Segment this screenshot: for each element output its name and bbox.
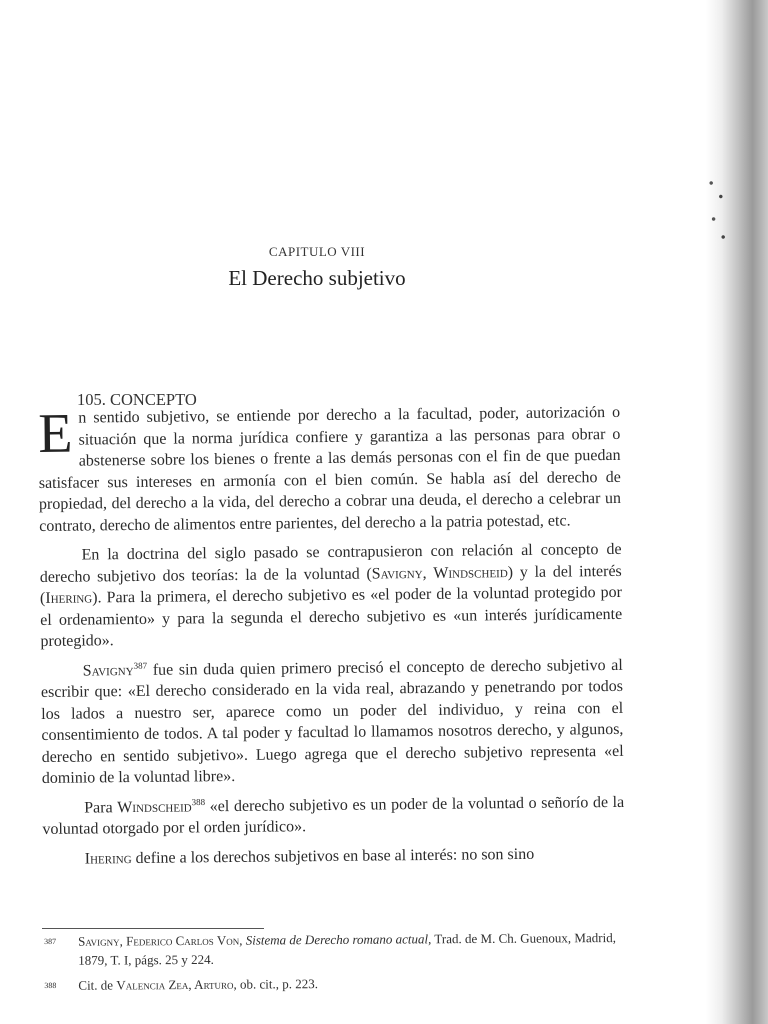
section-heading: 105. CONCEPTO xyxy=(77,390,197,409)
footnote-author: Savigny, Federico Carlos Von xyxy=(78,932,240,949)
spine-specks xyxy=(704,165,728,255)
footnote-author: Valencia Zea, Arturo xyxy=(116,976,234,993)
drop-cap: E xyxy=(37,402,73,465)
paragraph-2 xyxy=(39,539,622,653)
author-savigny: Savigny xyxy=(371,564,423,583)
chapter-label: CAPITULO VIII xyxy=(268,244,366,259)
paragraph-1 xyxy=(38,402,621,537)
footnote-387 xyxy=(44,928,622,970)
paragraph-1-text: n sentido subjetivo, se entiende por derecho a la facultad, poder, autorización o situación que la norma jurídica confiere y garantiza a las personas para obrar o abstenerse sobre los bienes o frente a las demás personas con el fin de que puedan satisfacer sus intereses en armonía con el bien común. Se habla así del derecho de propiedad, del derecho a la vida, del derecho a cobrar una deuda, el derecho a celebrar un contrato, derecho de alimentos entre parientes, del derecho a la patria potestad, etc. xyxy=(38,403,622,535)
footnote-number: 388 xyxy=(44,980,57,990)
paragraph-5-text: define a los derechos subjetivos en base al interés: no son sino xyxy=(131,845,535,867)
body-text xyxy=(38,402,625,878)
footnote-work-title: Sistema de Derecho romano actual xyxy=(245,931,429,948)
chapter-title: El Derecho subjetivo xyxy=(228,266,406,290)
footnote-rest: , Trad. de M. Ch. Guenoux, Madrid, 1879, T. I, págs. 25 y 224. xyxy=(78,930,616,968)
comma: , xyxy=(422,564,434,582)
author-ihering: Ihering xyxy=(45,589,93,607)
author-ihering: Ihering xyxy=(84,849,132,868)
author-windscheid: Windscheid xyxy=(433,563,508,582)
footnote-ref-387: 387 xyxy=(133,660,148,671)
footnotes xyxy=(44,928,622,1001)
paragraph-5 xyxy=(43,842,625,870)
paragraph-3-text: fue sin duda quien primero precisó el concepto de derecho subjetivo al escribir que: «El derecho considerado en la vida real, abrazando y penetrando por todos los lados a nuestro ser, aparece como un poder del individuo, y reina con el consentimiento de todos. A tal poder y facultad lo llamamos nosotros derecho, y algunos, derecho en sentido subjetivo». Luego agrega que el derecho subjetivo representa «el dominio de la voluntad libre». xyxy=(40,656,624,787)
footnote-number: 387 xyxy=(44,936,57,946)
footnote-sep: , xyxy=(239,932,246,948)
paragraph-4-text-a: Para xyxy=(84,798,118,817)
author-savigny: Savigny xyxy=(82,661,134,680)
footnote-pre: Cit. de xyxy=(78,977,117,993)
footnote-388 xyxy=(44,972,622,995)
footnote-ref-388: 388 xyxy=(191,796,206,807)
footnote-divider xyxy=(42,928,264,929)
book-spine-shadow xyxy=(706,0,768,1024)
footnote-rest: , ob. cit., p. 223. xyxy=(233,976,319,992)
paragraph-2-text-c: ). Para la primera, el derecho subjetivo es «el poder de la voluntad protegido por el ordenamiento» y para la segunda el derecho subjetivo es «un interés jurídicamente protegido». xyxy=(40,583,623,650)
paragraph-2-text-b: ) y la del interés ( xyxy=(39,562,622,607)
paragraph-2-text-a: En la doctrina del siglo pasado se contrapusieron con relación al concepto de derecho subjetivo dos teorías: la de la voluntad ( xyxy=(39,540,622,586)
paragraph-3 xyxy=(41,654,624,789)
paragraph-4-text: «el derecho subjetivo es un poder de la voluntad o señorío de la voluntad otorgado por el orden jurídico». xyxy=(42,793,625,838)
paragraph-4 xyxy=(42,791,624,840)
author-windscheid: Windscheid xyxy=(117,797,192,816)
